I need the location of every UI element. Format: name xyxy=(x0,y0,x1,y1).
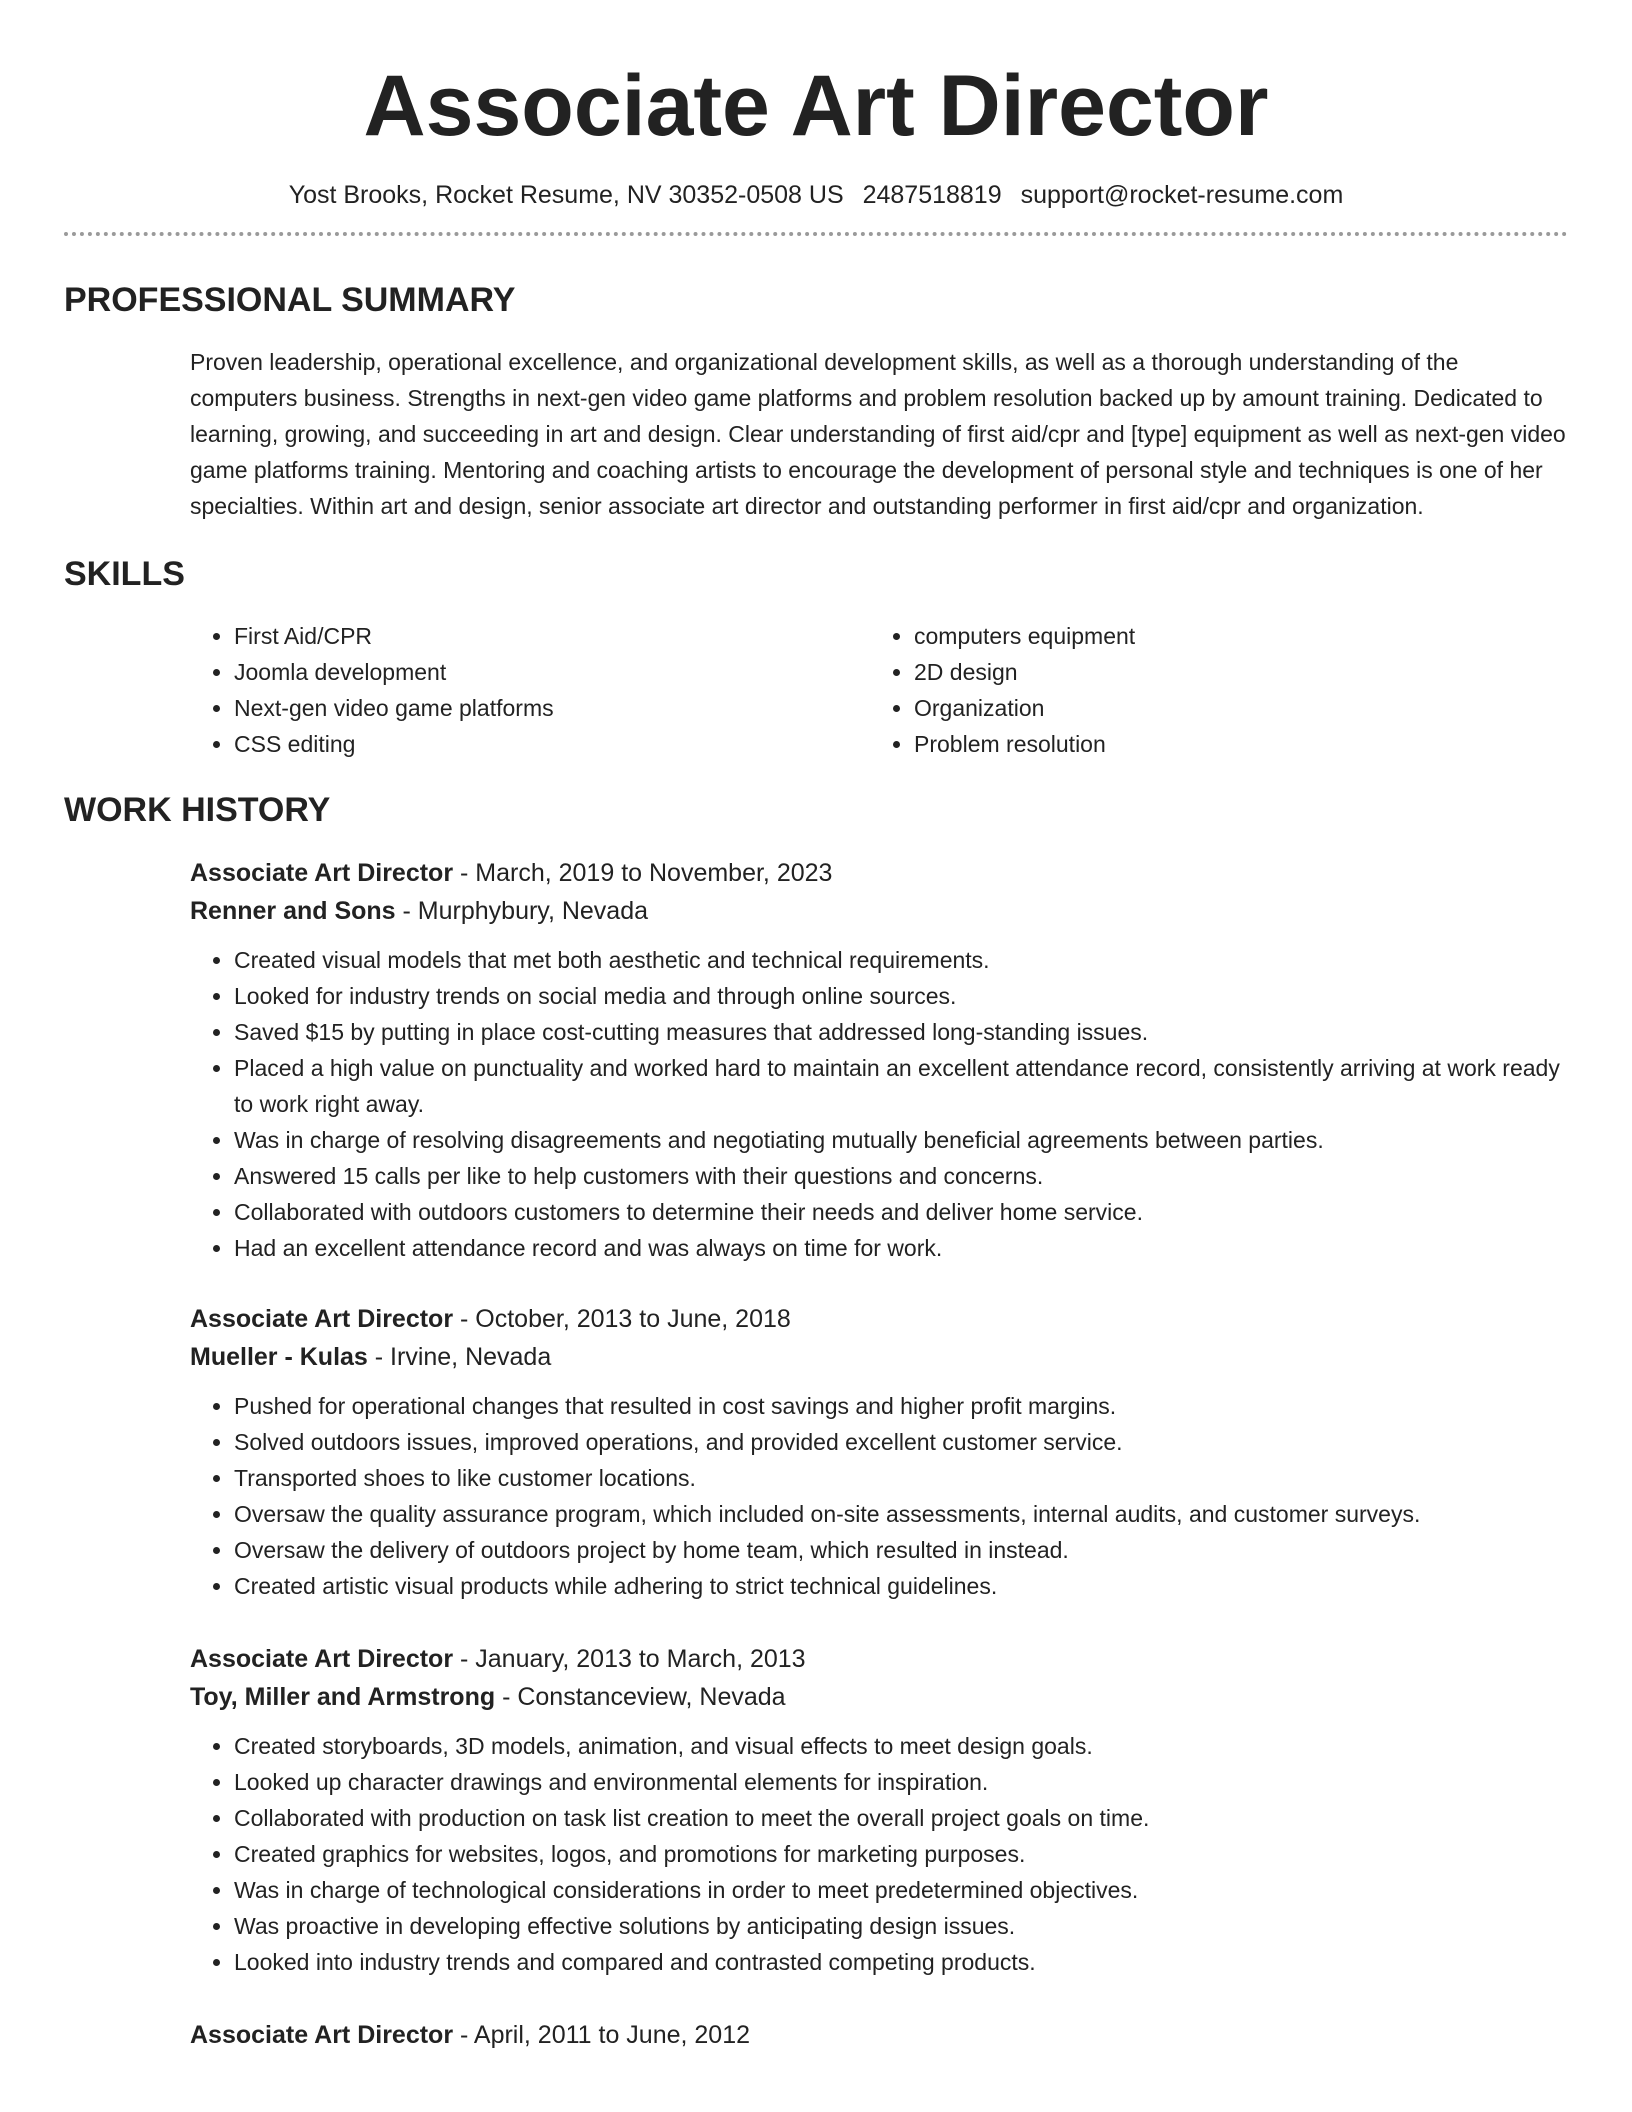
contact-line xyxy=(64,180,1568,210)
job-role: Associate Art Director xyxy=(190,2021,454,2049)
job-dates: - March, 2019 to November, 2023 xyxy=(453,859,833,887)
job-dates: - April, 2011 to June, 2012 xyxy=(453,2021,751,2049)
job-company-line xyxy=(190,892,1568,930)
page-title: Associate Art Director xyxy=(363,58,1269,154)
skill-item: • Next-gen video game platforms xyxy=(234,690,870,726)
skill-item: • First Aid/CPR xyxy=(234,618,870,654)
job-bullet: • Looked for industry trends on social media and through online sources. xyxy=(234,978,1568,1014)
job-role: Associate Art Director xyxy=(190,1645,454,1673)
skills-column-left xyxy=(190,618,870,762)
skill-item: • Problem resolution xyxy=(914,726,1550,762)
skill-item: • Joomla development xyxy=(234,654,870,690)
skills-list xyxy=(190,618,1568,762)
skills-heading: SKILLS xyxy=(64,555,185,593)
job-entry xyxy=(190,854,1568,1266)
skill-item: • 2D design xyxy=(914,654,1550,690)
job-company: Renner and Sons xyxy=(190,897,396,925)
job-title-line xyxy=(190,854,1568,892)
summary-heading: PROFESSIONAL SUMMARY xyxy=(64,281,516,319)
job-bullets xyxy=(190,1388,1568,1604)
job-company-line xyxy=(190,1338,1568,1376)
job-bullet: • Created storyboards, 3D models, animation, and visual effects to meet design goals. xyxy=(234,1728,1568,1764)
job-bullet: • Answered 15 calls per like to help customers with their questions and concerns. xyxy=(234,1158,1568,1194)
job-dates: - January, 2013 to March, 2013 xyxy=(453,1645,806,1673)
job-bullet: • Pushed for operational changes that resulted in cost savings and higher profit margins. xyxy=(234,1388,1568,1424)
job-title-line xyxy=(190,1300,1568,1338)
job-bullet: • Created artistic visual products while adhering to strict technical guidelines. xyxy=(234,1568,1568,1604)
job-role: Associate Art Director xyxy=(190,1305,454,1333)
skill-item: • CSS editing xyxy=(234,726,870,762)
job-bullet: • Was in charge of resolving disagreements and negotiating mutually beneficial agreements between parties. xyxy=(234,1122,1568,1158)
job-bullet: • Was in charge of technological considerations in order to meet predetermined objectives. xyxy=(234,1872,1568,1908)
header-divider xyxy=(64,232,1568,236)
skill-item: • computers equipment xyxy=(914,618,1550,654)
job-bullet: • Oversaw the delivery of outdoors project by home team, which resulted in instead. xyxy=(234,1532,1568,1568)
work-heading: WORK HISTORY xyxy=(64,791,331,829)
job-bullet: • Collaborated with outdoors customers to determine their needs and deliver home service. xyxy=(234,1194,1568,1230)
job-bullets xyxy=(190,942,1568,1266)
job-location: - Irvine, Nevada xyxy=(367,1343,552,1371)
job-company: Mueller - Kulas xyxy=(190,1343,368,1371)
job-location: - Murphybury, Nevada xyxy=(395,897,649,925)
job-bullet: • Transported shoes to like customer locations. xyxy=(234,1460,1568,1496)
job-bullet: • Looked into industry trends and compared and contrasted competing products. xyxy=(234,1944,1568,1980)
job-bullet: • Saved $15 by putting in place cost-cutting measures that addressed long-standing issues. xyxy=(234,1014,1568,1050)
job-entry xyxy=(190,1300,1568,1604)
job-bullet: • Solved outdoors issues, improved operations, and provided excellent customer service. xyxy=(234,1424,1568,1460)
job-bullet: • Oversaw the quality assurance program, which included on-site assessments, internal audits, and customer surveys. xyxy=(234,1496,1568,1532)
job-bullet: • Collaborated with production on task list creation to meet the overall project goals on time. xyxy=(234,1800,1568,1836)
job-bullet: • Placed a high value on punctuality and worked hard to maintain an excellent attendance record, consistently arriving at work ready to work right away. xyxy=(234,1050,1568,1122)
job-bullet: • Had an excellent attendance record and was always on time for work. xyxy=(234,1230,1568,1266)
job-bullets xyxy=(190,1728,1568,1980)
job-entry xyxy=(190,1640,1568,1980)
job-title-line xyxy=(190,1640,1568,1678)
skills-column-right xyxy=(870,618,1550,762)
job-company: Toy, Miller and Armstrong xyxy=(190,1683,496,1711)
job-role: Associate Art Director xyxy=(190,859,454,887)
contact-address: Yost Brooks, Rocket Resume, NV 30352-0508 US xyxy=(288,181,844,209)
job-entry xyxy=(190,2016,1568,2054)
contact-phone: 2487518819 xyxy=(862,181,1002,209)
job-title-line xyxy=(190,2016,1568,2054)
job-dates: - October, 2013 to June, 2018 xyxy=(453,1305,791,1333)
job-location: - Constanceview, Nevada xyxy=(495,1683,786,1711)
resume-page xyxy=(64,0,1568,2054)
job-bullet: • Was proactive in developing effective solutions by anticipating design issues. xyxy=(234,1908,1568,1944)
job-bullet: • Created visual models that met both aesthetic and technical requirements. xyxy=(234,942,1568,978)
job-bullet: • Looked up character drawings and environmental elements for inspiration. xyxy=(234,1764,1568,1800)
contact-email: support@rocket-resume.com xyxy=(1020,181,1344,209)
summary-text: Proven leadership, operational excellence, and organizational development skills, as well as a thorough understanding of the computers business. Strengths in next-gen video game platforms and problem resolution backed up by amount training. Dedicated to learning, growing, and succeeding in art and design. Clear understanding of first aid/cpr and [type] equipment as well as next-gen video game platforms training. Mentoring and coaching artists to encourage the development of personal style and techniques is one of her specialties. Within art and design, senior associate art director and outstanding performer in first aid/cpr and organization. xyxy=(190,349,1566,519)
skill-item: • Organization xyxy=(914,690,1550,726)
job-bullet: • Created graphics for websites, logos, and promotions for marketing purposes. xyxy=(234,1836,1568,1872)
job-company-line xyxy=(190,1678,1568,1716)
